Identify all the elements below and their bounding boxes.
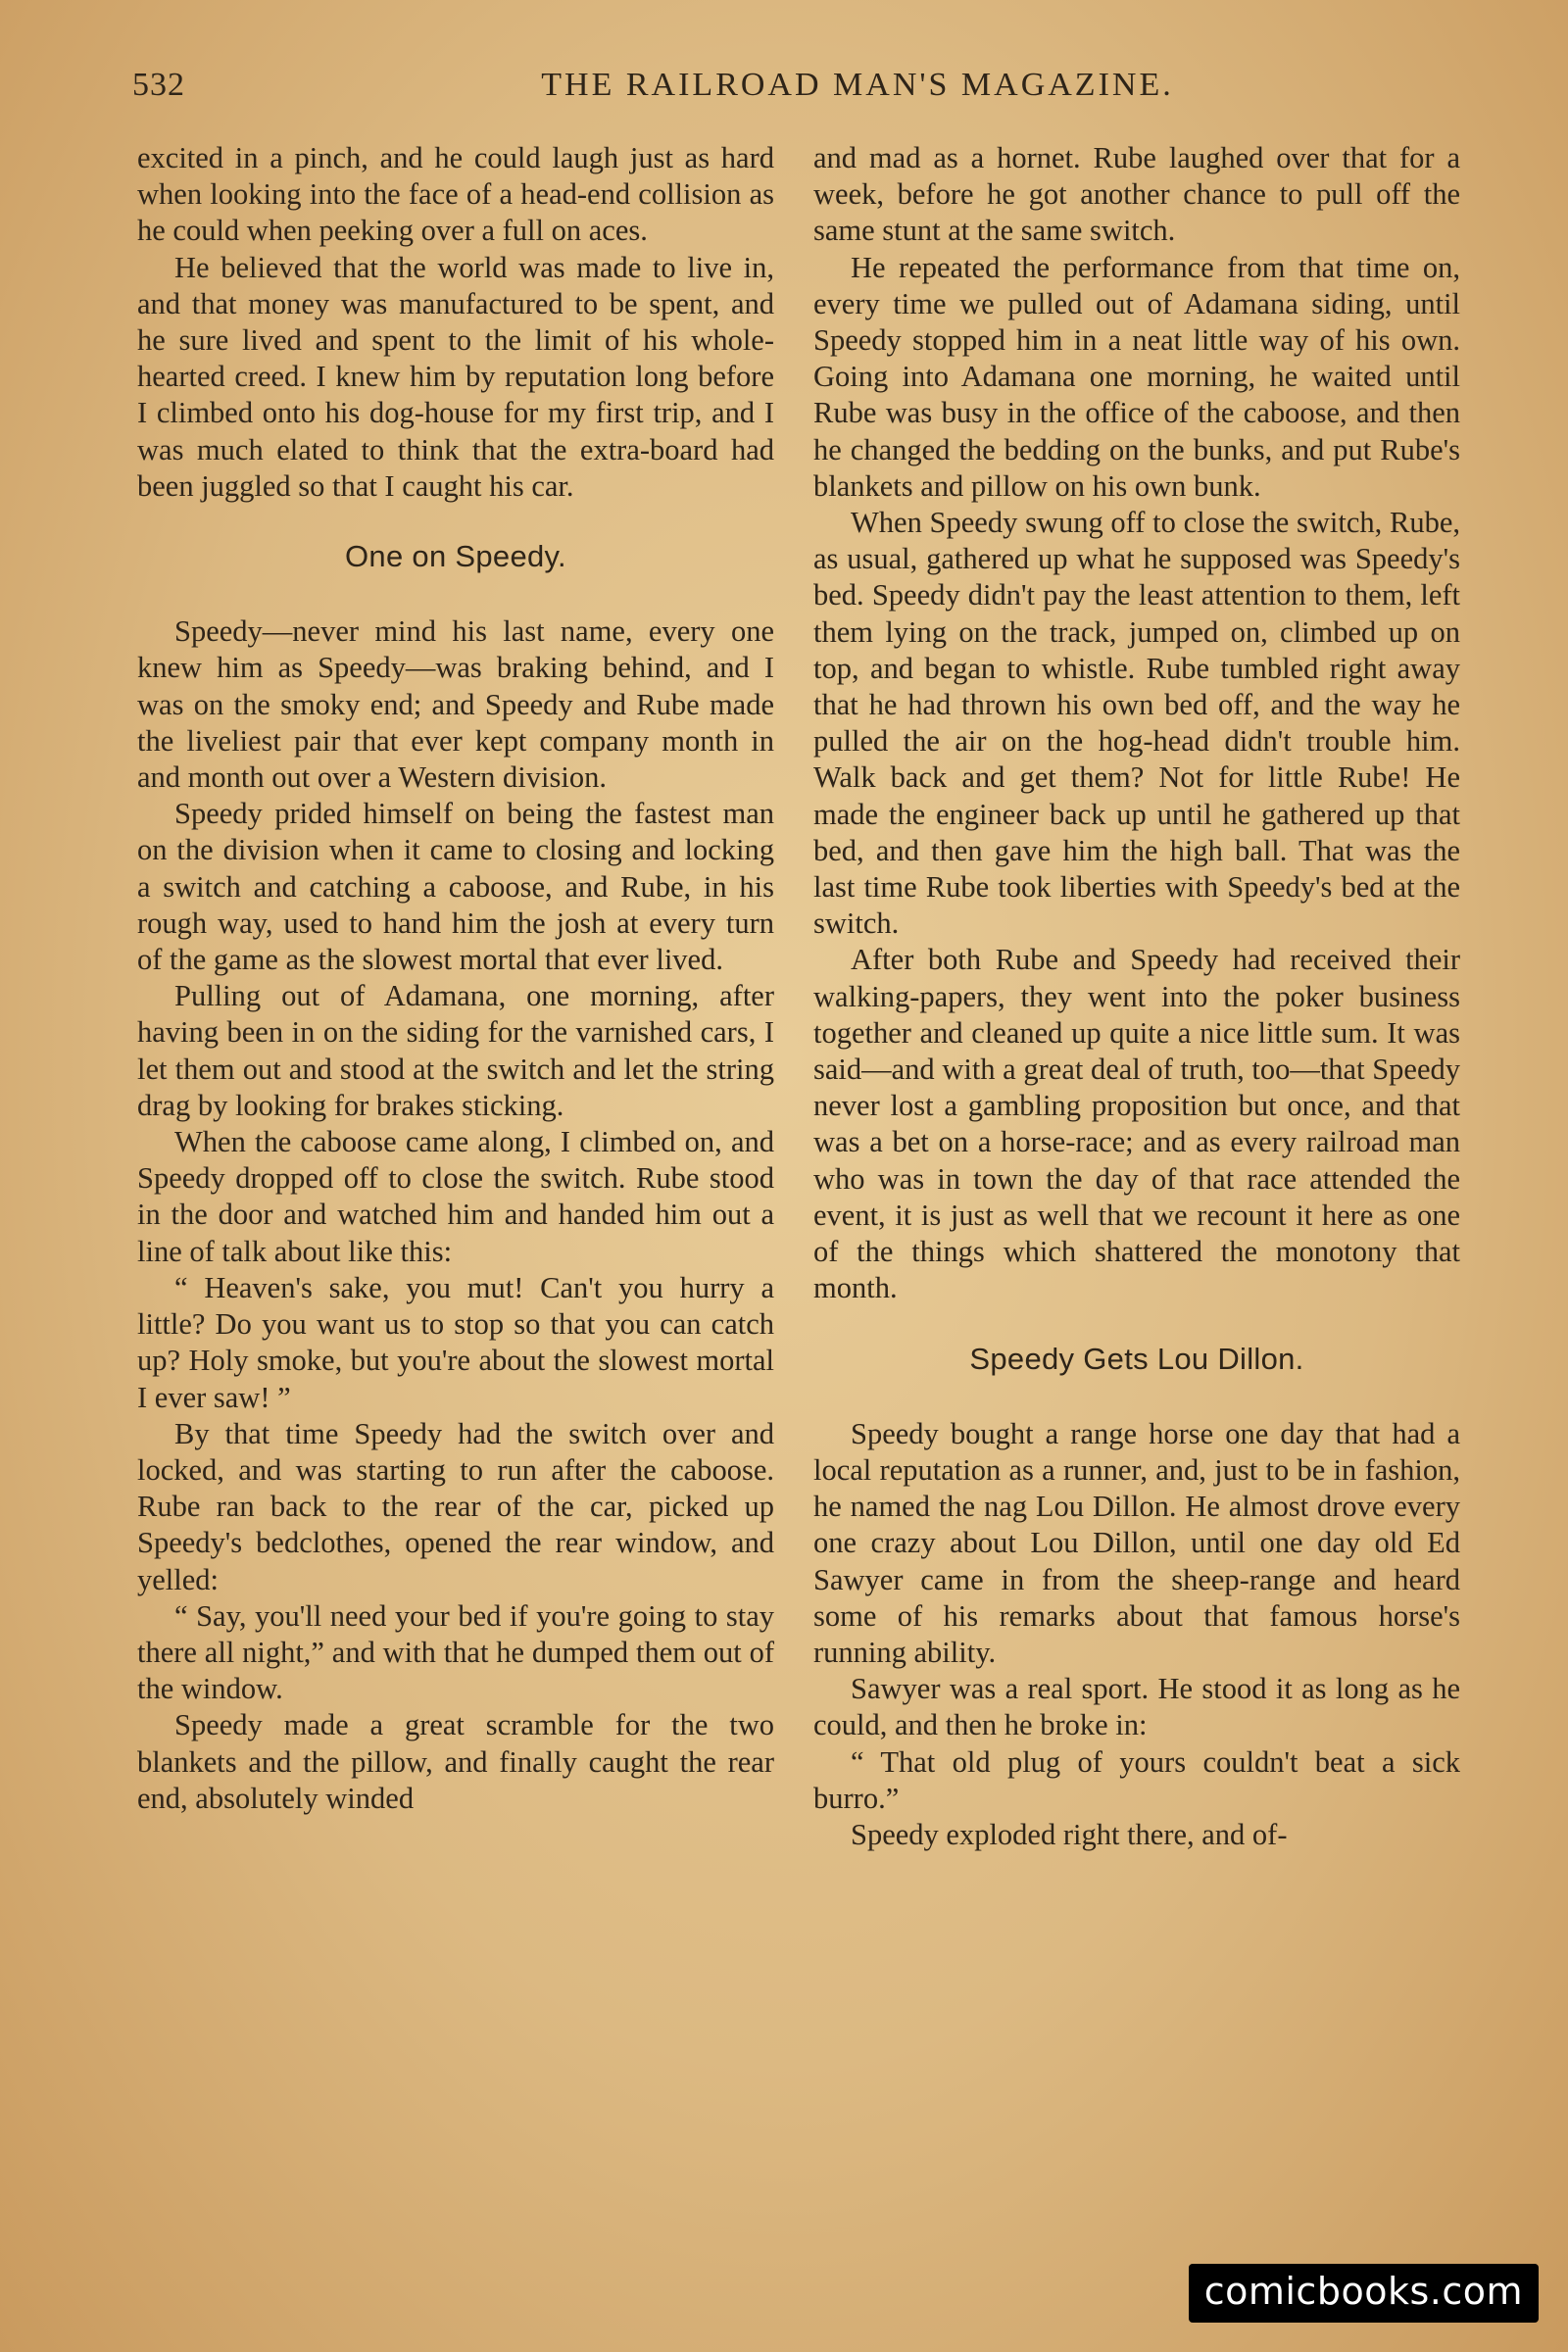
paragraph: Pulling out of Adamana, one morning, after having been in on the siding for the varnished cars, I let them out and stood at the switch and let the string drag by looking for brakes sticking. [137,979,774,1122]
page-header [132,67,1436,116]
watermark-logo: comicbooks.com [1189,2264,1539,2323]
page-number: 532 [132,67,185,103]
right-column [813,140,1460,1853]
section-heading: One on Speedy. [345,539,566,574]
paragraph: “ Heaven's sake, you mut! Can't you hurry a little? Do you want us to stop so that you can catch up? Holy smoke, but you're about the slowest mortal I ever saw! ” [137,1270,774,1414]
paragraph: “ Say, you'll need your bed if you're going to stay there all night,” and with that he dumped them out of the window. [137,1598,774,1706]
left-column [137,140,774,1817]
paragraph: By that time Speedy had the switch over and locked, and was starting to run after the caboose. Rube ran back to the rear of the car, picked up Speedy's bedclothes, opened the rear window, and yelled: [137,1416,774,1596]
running-head: THE RAILROAD MAN'S MAGAZINE. [541,67,1174,103]
paragraph: When Speedy swung off to close the switch, Rube, as usual, gathered up what he supposed was Speedy's bed. Speedy didn't pay the least attention to them, left them lying on the track, jumped on, climbed up on top, and began to whistle. Rube tumbled right away that he had thrown his own bed off, and the way he pulled the air on the hog-head didn't trouble him. Walk back and get them? Not for little Rube! He made the engineer back up until he gathered up that bed, and then gave him the high ball. That was the last time Rube took liberties with Speedy's bed at the switch. [813,506,1460,941]
paragraph: Speedy—never mind his last name, every one knew him as Speedy—was braking behind, and I was on the smoky end; and Speedy and Rube made the liveliest pair that ever kept company month in and month out over a Western division. [137,614,774,795]
paragraph: Speedy prided himself on being the fastest man on the division when it came to closing and locking a switch and catching a caboose, and Rube, in his rough way, used to hand him the josh at every turn of the game as the slowest mortal that ever lived. [137,797,774,977]
section-heading: Speedy Gets Lou Dillon. [969,1341,1304,1376]
paragraph: After both Rube and Speedy had received their walking-papers, they went into the poker business together and cleaned up quite a nice little sum. It was said—and with a great deal of truth, too—that Speedy never lost a gambling proposition but once, and that was a bet on a horse-race; and as every railroad man who was in town the day of that race attended the event, it is just as well that we recount it here as one of the things which shattered the monotony that month. [813,943,1460,1305]
paragraph: Speedy made a great scramble for the two blankets and the pillow, and finally caught the rear end, absolutely winded [137,1708,774,1815]
paragraph: “ That old plug of yours couldn't beat a sick burro.” [813,1744,1460,1815]
paragraph: and mad as a hornet. Rube laughed over that for a week, before he got another chance to pull off the same stunt at the same switch. [813,141,1460,248]
paragraph: Speedy bought a range horse one day that had a local reputation as a runner, and, just to be in fashion, he named the nag Lou Dillon. He almost drove every one crazy about Lou Dillon, until one day old Ed Sawyer came in from the sheep-range and heard some of his remarks about that famous horse's running ability. [813,1416,1460,1669]
paragraph: He believed that the world was made to live in, and that money was manufactured to be spent, and he sure lived and spent to the limit of his whole-hearted creed. I knew him by reputation long before I climbed onto his dog-house for my first trip, and I was much elated to think that the extra-board had been juggled so that I caught his car. [137,250,774,503]
paragraph: When the caboose came along, I climbed on, and Speedy dropped off to close the switch. Rube stood in the door and watched him and handed him out a line of talk about like this: [137,1125,774,1268]
paragraph: excited in a pinch, and he could laugh just as hard when looking into the face of a head-end collision as he could when peeking over a full on aces. [137,141,774,248]
paragraph: Sawyer was a real sport. He stood it as long as he could, and then he broke in: [813,1672,1460,1742]
paragraph: Speedy exploded right there, and of- [851,1817,1288,1851]
paragraph: He repeated the performance from that time on, every time we pulled out of Adamana siding, until Speedy stopped him in a neat little way of his own. Going into Adamana one morning, he waited until Rube was busy in the office of the caboose, and then he changed the bedding on the bunks, and put Rube's blankets and pillow on his own bunk. [813,250,1460,503]
